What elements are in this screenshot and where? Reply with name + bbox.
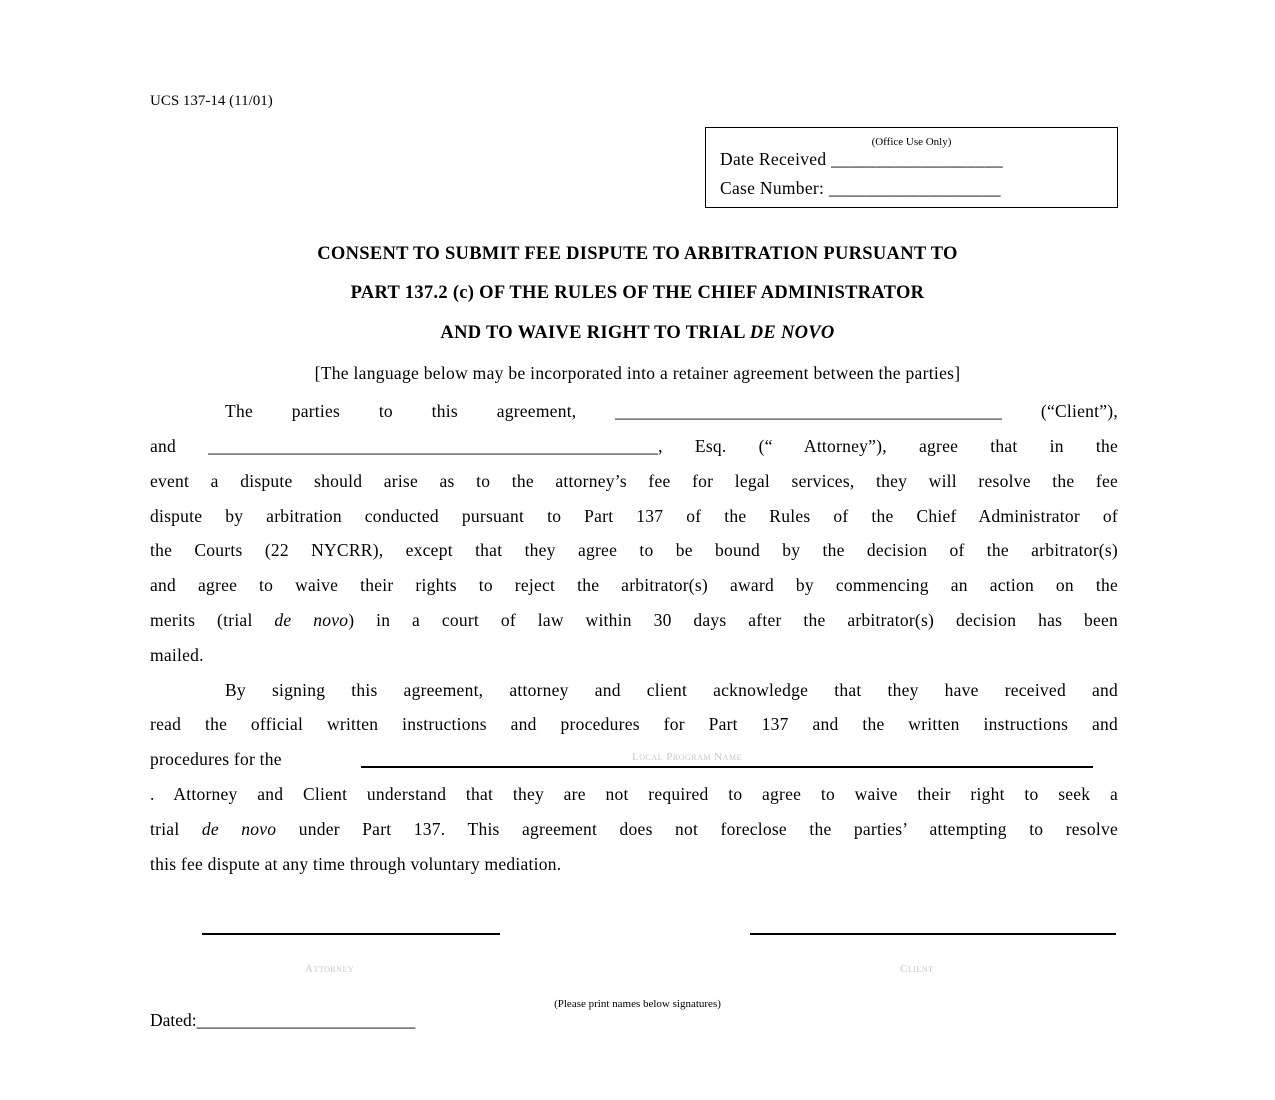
local-program-name-line[interactable] [361,766,1093,768]
body-line [150,854,1118,875]
body-text: this fee dispute at any time through voluntary mediation. [150,854,562,874]
attorney-label: Attorney [305,963,355,975]
italic-text: de novo [201,819,277,839]
body-text: The parties to this agreement, ___________________________________________ (“Client”), [225,401,1118,421]
title-line-1: CONSENT TO SUBMIT FEE DISPUTE TO ARBITRATION PURSUANT TO [317,244,958,264]
body-text: under Part 137. This agreement does not foreclose the parties’ attempting to resolve [276,819,1118,839]
body-line [225,680,1118,701]
title-italic: DE NOVO [749,323,835,343]
body-text: merits (trial [150,610,275,630]
body-text: the Courts (22 NYCRR), except that they agree to be bound by the decision of the arbitrator(s) [150,540,1118,560]
body-line [150,714,1118,735]
body-text: mailed. [150,645,204,665]
body-line [150,645,1118,666]
body-text: and agree to waive their rights to reject the arbitrator(s) award by commencing an action on the [150,575,1118,595]
body-line [150,540,1118,561]
body-text: and __________________________________________________, Esq. (“ Attorney”), agree that in the [150,436,1118,456]
body-text: trial [150,819,202,839]
body-text: read the official written instructions and procedures for Part 137 and the written instructions and [150,714,1118,734]
body-line [150,506,1118,527]
body-text: By signing this agreement, attorney and client acknowledge that they have received and [225,680,1118,700]
title-line-3-text: AND TO WAIVE RIGHT TO TRIAL [440,323,750,343]
body-text: procedures for the [150,749,282,769]
client-label: Client [900,963,934,975]
client-signature-line[interactable] [750,933,1116,935]
dated-field[interactable]: Dated:_________________________ [150,1010,416,1030]
body-text: dispute by arbitration conducted pursuant to Part 137 of the Rules of the Chief Administrator of [150,506,1118,526]
body-text: ) in a court of law within 30 days after the arbitrator(s) decision has been [348,610,1118,630]
office-use-caption: (Office Use Only) [871,136,952,148]
local-program-label: Local Program Name [632,751,742,763]
form-id: UCS 137-14 (11/01) [150,93,273,109]
body-line [150,436,1118,457]
office-use-box [705,127,1118,208]
body-text: . Attorney and Client understand that they are not required to agree to waive their right to seek a [150,784,1118,804]
body-text: event a dispute should arise as to the attorney’s fee for legal services, they will resolve the fee [150,471,1118,491]
date-received-field[interactable]: Date Received ___________________ [720,149,1004,169]
title-line-3 [0,323,1275,344]
body-line [150,784,1118,805]
attorney-signature-line[interactable] [202,933,500,935]
case-number-field[interactable]: Case Number: ___________________ [720,178,1001,198]
body-line [150,471,1118,492]
body-line [150,819,1118,840]
retainer-note: [The language below may be incorporated into a retainer agreement between the parties] [314,363,961,383]
title-line-2: PART 137.2 (c) OF THE RULES OF THE CHIEF ADMINISTRATOR [350,283,925,303]
body-line [150,610,1118,631]
italic-text: de novo [274,610,349,630]
body-line [225,401,1118,422]
body-line [150,575,1118,596]
print-names-note: (Please print names below signatures) [554,998,721,1010]
